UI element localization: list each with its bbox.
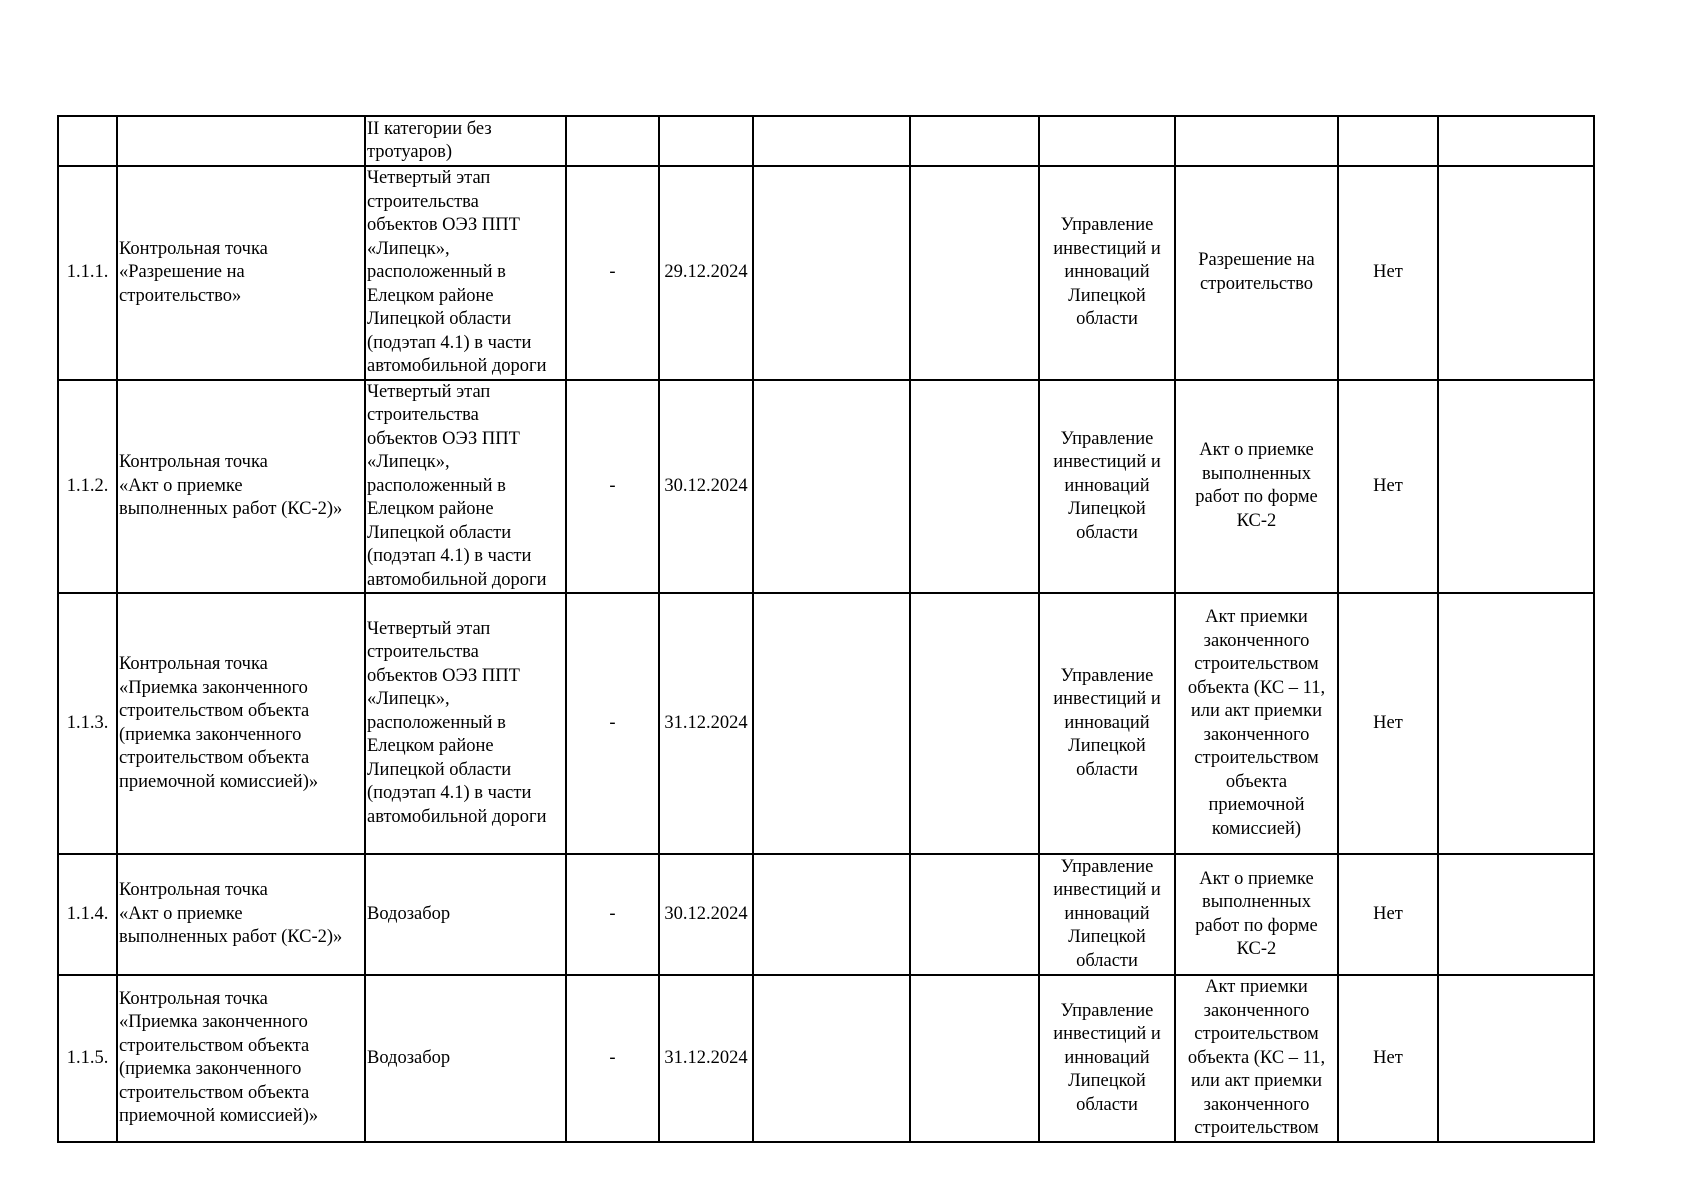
- event-name: [117, 116, 365, 166]
- row-number: 1.1.1.: [58, 166, 117, 380]
- responsible-body: Управление инвестиций и инноваций Липецкой области: [1039, 593, 1175, 854]
- responsible-body: Управление инвестиций и инноваций Липецкой области: [1039, 975, 1175, 1142]
- result-document: Акт приемки законченного строительством объекта (КС – 11, или акт приемки законченного строительством: [1175, 975, 1338, 1142]
- flag-value: Нет: [1338, 166, 1438, 380]
- flag-value: Нет: [1338, 854, 1438, 975]
- empty-cell: [1438, 166, 1594, 380]
- project-stage: II категории без тротуаров): [365, 116, 566, 166]
- event-name: Контрольная точка «Приемка законченного строительством объекта (приемка законченного строительством объекта приемочной комиссией)»: [117, 975, 365, 1142]
- row-number: 1.1.3.: [58, 593, 117, 854]
- start-date: -: [566, 975, 659, 1142]
- row-number: [58, 116, 117, 166]
- empty-cell: [1438, 854, 1594, 975]
- empty-cell: [910, 116, 1039, 166]
- table-row: [58, 116, 1594, 166]
- empty-cell: [1438, 116, 1594, 166]
- result-document: Разрешение на строительство: [1175, 166, 1338, 380]
- table-row: [58, 166, 1594, 380]
- result-document: [1175, 116, 1338, 166]
- project-stage: Водозабор: [365, 854, 566, 975]
- start-date: -: [566, 380, 659, 594]
- start-date: -: [566, 593, 659, 854]
- end-date: 31.12.2024: [659, 593, 753, 854]
- responsible-body: Управление инвестиций и инноваций Липецкой области: [1039, 166, 1175, 380]
- result-document: Акт о приемке выполненных работ по форме КС-2: [1175, 380, 1338, 594]
- empty-cell: [910, 166, 1039, 380]
- responsible-body: [1039, 116, 1175, 166]
- empty-cell: [910, 593, 1039, 854]
- empty-cell: [753, 975, 910, 1142]
- start-date: -: [566, 854, 659, 975]
- responsible-body: Управление инвестиций и инноваций Липецкой области: [1039, 380, 1175, 594]
- end-date: [659, 116, 753, 166]
- result-document: Акт о приемке выполненных работ по форме КС-2: [1175, 854, 1338, 975]
- event-name: Контрольная точка «Разрешение на строительство»: [117, 166, 365, 380]
- end-date: 29.12.2024: [659, 166, 753, 380]
- empty-cell: [1438, 975, 1594, 1142]
- empty-cell: [753, 380, 910, 594]
- end-date: 30.12.2024: [659, 854, 753, 975]
- row-number: 1.1.2.: [58, 380, 117, 594]
- control-points-table: [57, 115, 1595, 1143]
- responsible-body: Управление инвестиций и инноваций Липецкой области: [1039, 854, 1175, 975]
- end-date: 31.12.2024: [659, 975, 753, 1142]
- empty-cell: [910, 854, 1039, 975]
- empty-cell: [910, 380, 1039, 594]
- flag-value: Нет: [1338, 593, 1438, 854]
- table-row: [58, 380, 1594, 594]
- flag-value: Нет: [1338, 975, 1438, 1142]
- empty-cell: [910, 975, 1039, 1142]
- end-date: 30.12.2024: [659, 380, 753, 594]
- project-stage: Водозабор: [365, 975, 566, 1142]
- empty-cell: [753, 854, 910, 975]
- flag-value: [1338, 116, 1438, 166]
- project-stage: Четвертый этап строительства объектов ОЭЗ ППТ «Липецк», расположенный в Елецком районе Липецкой области (подэтап 4.1) в части автомобильной дороги: [365, 166, 566, 380]
- event-name: Контрольная точка «Акт о приемке выполненных работ (КС-2)»: [117, 380, 365, 594]
- project-stage: Четвертый этап строительства объектов ОЭЗ ППТ «Липецк», расположенный в Елецком районе Липецкой области (подэтап 4.1) в части автомобильной дороги: [365, 380, 566, 594]
- row-number: 1.1.4.: [58, 854, 117, 975]
- table-row: [58, 854, 1594, 975]
- event-name: Контрольная точка «Приемка законченного строительством объекта (приемка законченного строительством объекта приемочной комиссией)»: [117, 593, 365, 854]
- empty-cell: [1438, 380, 1594, 594]
- empty-cell: [753, 593, 910, 854]
- empty-cell: [753, 116, 910, 166]
- empty-cell: [753, 166, 910, 380]
- row-number: 1.1.5.: [58, 975, 117, 1142]
- event-name: Контрольная точка «Акт о приемке выполненных работ (КС-2)»: [117, 854, 365, 975]
- project-stage: Четвертый этап строительства объектов ОЭЗ ППТ «Липецк», расположенный в Елецком районе Липецкой области (подэтап 4.1) в части автомобильной дороги: [365, 593, 566, 854]
- result-document: Акт приемки законченного строительством объекта (КС – 11, или акт приемки законченного строительством объекта приемочной комиссией): [1175, 593, 1338, 854]
- empty-cell: [1438, 593, 1594, 854]
- flag-value: Нет: [1338, 380, 1438, 594]
- start-date: [566, 116, 659, 166]
- table-row: [58, 593, 1594, 854]
- table-row: [58, 975, 1594, 1142]
- start-date: -: [566, 166, 659, 380]
